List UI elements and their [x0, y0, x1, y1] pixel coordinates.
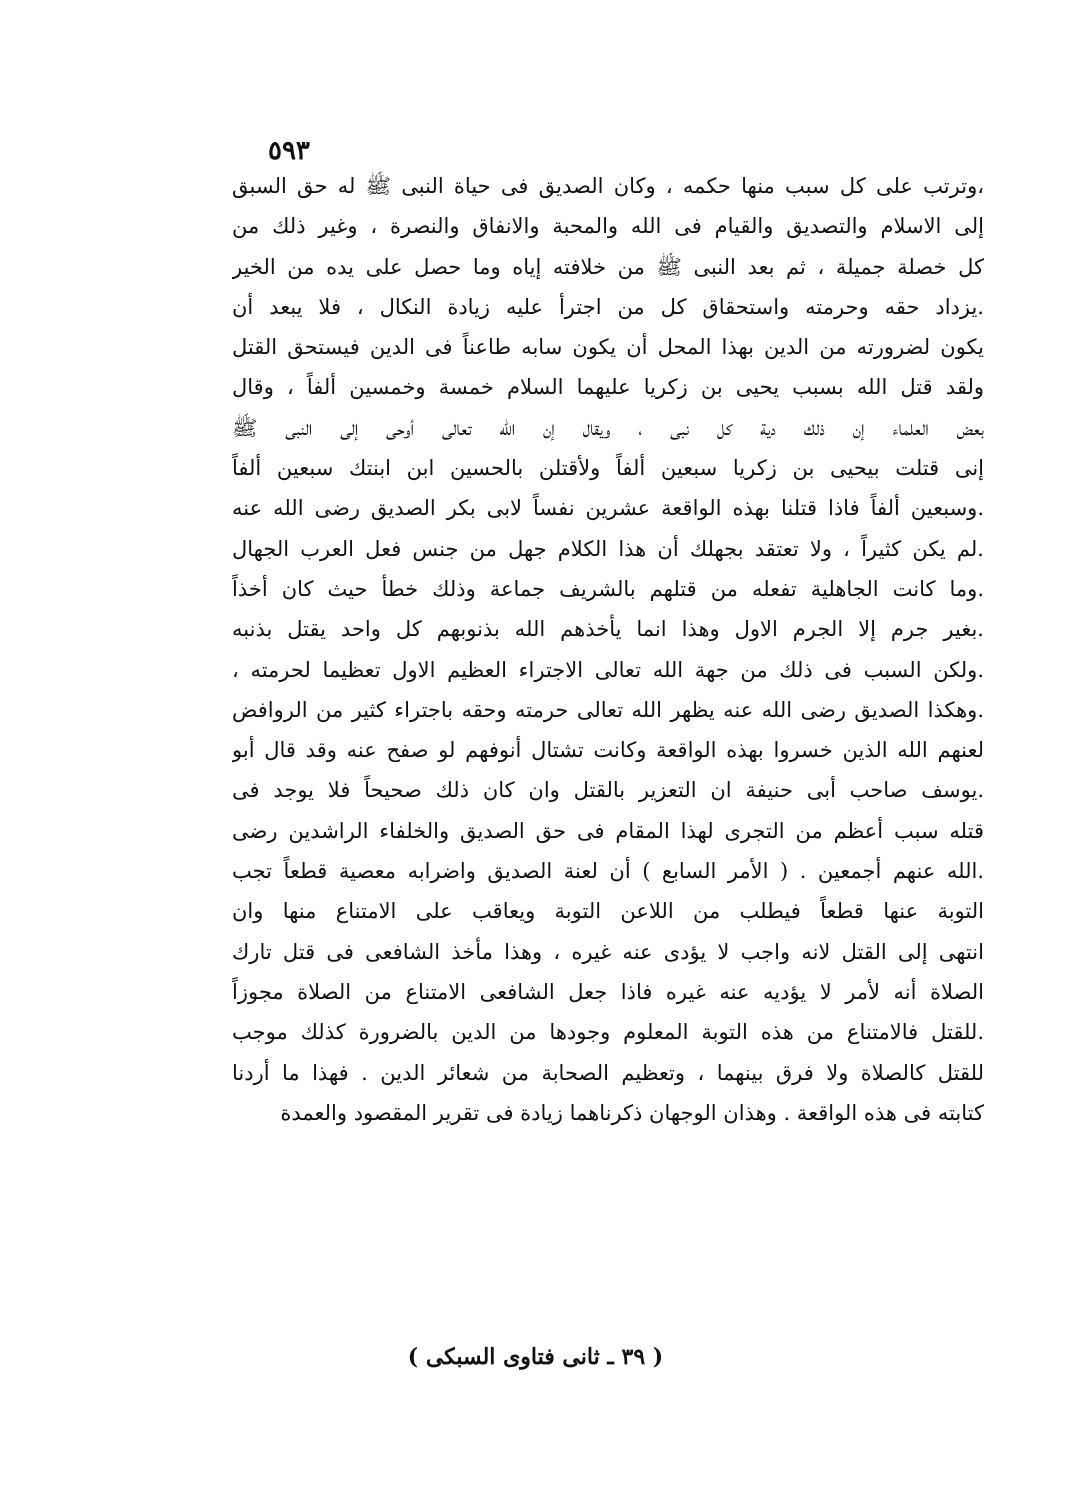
- text-line: .وما كانت الجاهلية تفعله من قتلهم بالشريف جماعة وذلك خطأ حيث كان أخذاً: [232, 576, 984, 601]
- text-line: .وهكذا الصديق رضى الله عنه يظهر الله تعالى حرمته وحقه باجتراء كثير من الروافض: [232, 697, 984, 722]
- text-line: بعض العلماء إن ذلك دية كل نبى ، ويقال إن الله تعالى أوحى إلى النبى ﷺ: [232, 415, 984, 440]
- text-line: كتابته فى هذه الواقعة . وهذان الوجهان ذكرناهما زيادة فى تقرير المقصود والعمدة: [280, 1100, 984, 1125]
- text-line: .الله عنهم أجمعين . ( الأمر السابع ) أن لعنة الصديق واضرابه معصية قطعاً تجب: [232, 859, 984, 884]
- text-line: .بغير جرم إلا الجرم الاول وهذا انما يأخذهم الله بذنوبهم كل واحد يقتل بذنبه: [232, 617, 984, 642]
- text-line: .للقتل فالامتناع من هذه التوبة المعلوم وجودها من الدين بالضرورة كذلك موجب: [232, 1020, 984, 1045]
- text-line: قتله سبب أعظم من التجرى لهذا المقام فى حق الصديق والخلفاء الراشدين رضى: [232, 818, 984, 843]
- text-line: .وسبعين ألفاً فاذا قتلنا بهذه الواقعة عشرين نفساً لابى بكر الصديق رضى الله عنه: [232, 496, 984, 521]
- text-line: إنى قتلت بيحيى بن زكريا سبعين ألفاً ولأقتلن بالحسين ابن ابنتك سبعين ألفاً: [232, 456, 984, 481]
- page-number: ٥٩٣: [268, 136, 310, 166]
- text-line: الصلاة أنه لأمر لا يؤديه عنه غيره فاذا جعل الشافعى الامتناع من الصلاة مجوزاً: [232, 979, 984, 1004]
- page-footer: ( ٣٩ ـ ثانى فتاوى السبكى ): [407, 1344, 664, 1370]
- body-text: [232, 166, 984, 1133]
- text-line: .يوسف صاحب أبى حنيفة ان التعزير بالقتل وان كان ذلك صحيحاً فلا يوجد فى: [232, 778, 984, 803]
- text-line: كل خصلة جميلة ، ثم بعد النبى ﷺ من خلافته إياه وما حصل على يده من الخير: [232, 254, 984, 279]
- text-line: انتهى إلى القتل لانه واجب لا يؤدى عنه غيره ، وهذا مأخذ الشافعى فى قتل تارك: [232, 939, 984, 964]
- text-line: التوبة عنها قطعاً فيطلب من اللاعن التوبة ويعاقب على الامتناع منها وان: [232, 899, 984, 924]
- text-line: إلى الاسلام والتصديق والقيام فى الله والمحبة والانفاق والنصرة ، وغير ذلك من: [232, 214, 984, 239]
- text-line: .لم يكن كثيراً ، ولا تعتقد بجهلك أن هذا الكلام جهل من جنس فعل العرب الجهال: [232, 536, 984, 561]
- text-line: .ولكن السبب فى ذلك من جهة الله تعالى الاجتراء العظيم الاول تعظيما لحرمته ،: [232, 657, 984, 682]
- text-line: .يزداد حقه وحرمته واستحقاق كل من اجترأ عليه زيادة النكال ، فلا يبعد أن: [232, 294, 984, 319]
- text-line: يكون لضرورته من الدين بهذا المحل أن يكون سابه طاعناً فى الدين فيستحق القتل: [232, 335, 984, 360]
- text-line: ،وترتب على كل سبب منها حكمه ، وكان الصديق فى حياة النبى ﷺ له حق السبق: [232, 174, 984, 198]
- text-line: لعنهم الله الذين خسروا بهذه الواقعة وكانت تشتال أنوفهم لو صفح عنه وقد قال أبو: [232, 738, 984, 763]
- text-line: للقتل كالصلاة ولا فرق بينهما ، وتعظيم الصحابة من شعائر الدين . فهذا ما أردنا: [232, 1060, 984, 1085]
- text-line: ولقد قتل الله بسبب يحيى بن زكريا عليهما السلام خمسة وخمسين ألفاً ، وقال: [232, 375, 984, 400]
